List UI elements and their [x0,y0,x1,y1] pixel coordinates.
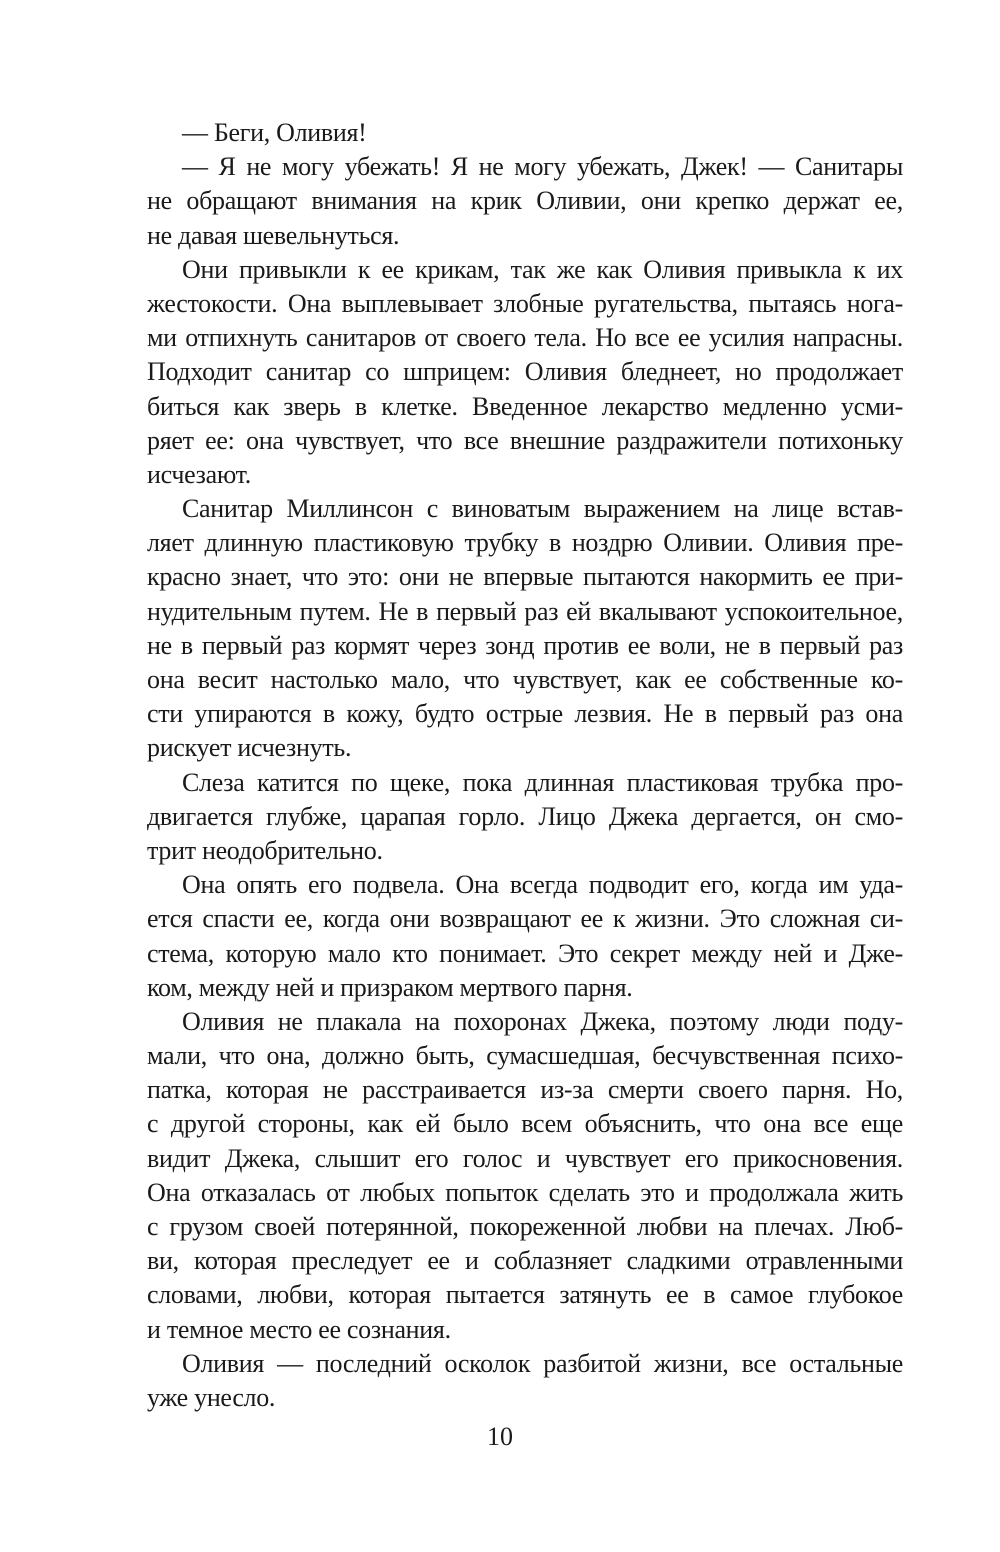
book-page-text [147,116,903,1415]
paragraph [147,868,903,1005]
text-line: биться как зверь в клетке. Введенное лекарство медленно усми- [147,391,903,421]
text-line: не в первый раз кормят через зонд против ее воли, не в первый раз [147,630,903,660]
text-line: Подходит санитар со шприцем: Оливия бледнеет, но продолжает [147,357,903,387]
text-line: Она опять его подвела. Она всегда подводит его, когда им уда- [182,870,903,900]
text-line: она весит настолько мало, что чувствует, как ее собственные ко- [147,665,903,694]
text-line: Они привыкли к ее крикам, так же как Оливия привыкла к их [182,254,903,284]
text-line: видит Джека, слышит его голос и чувствует его прикосновения. [147,1143,903,1173]
text-line: с грузом своей потерянной, покореженной любви на плечах. Люб- [147,1212,903,1241]
text-line: рискует исчезнуть. [147,733,352,763]
text-line: и темное место ее сознания. [147,1314,451,1344]
text-line: двигается глубже, царапая горло. Лицо Джека дергается, он смо- [147,801,903,831]
text-line: ми отпихнуть санитаров от своего тела. Но все ее усилия напрасны. [147,323,903,353]
text-line: с другой стороны, как ей было всем объяснить, что она все еще [147,1109,903,1139]
text-line: уже унесло. [147,1382,276,1412]
text-line: сти упираются в кожу, будто острые лезвия. Не в первый раз она [147,699,903,729]
text-line: красно знает, что это: они не впервые пытаются накормить ее при- [147,562,903,592]
text-line: патка, которая не расстраивается из-за смерти своего парня. Но, [147,1075,903,1105]
paragraph [147,1347,903,1415]
text-line: жестокости. Она выплевывает злобные ругательства, пытаясь нога- [147,288,903,318]
text-line: ряет ее: она чувствует, что все внешние раздражители потихоньку [147,425,903,455]
text-line: Оливия — последний осколок разбитой жизни, все остальные [182,1348,903,1378]
text-line: ется спасти ее, когда они возвращают ее к жизни. Это сложная си- [147,904,903,934]
text-line: Она отказалась от любых попыток сделать это и продолжала жить [147,1177,903,1207]
text-line: ком, между ней и призраком мертвого парня. [147,972,633,1002]
text-line: — Я не могу убежать! Я не могу убежать, Джек! — Санитары [182,152,903,182]
paragraph [147,253,903,492]
text-line: нудительным путем. Не в первый раз ей вкалывают успокоительное, [147,596,903,626]
page-number: 10 [487,1422,513,1451]
text-line: стема, которую мало кто понимает. Это секрет между ней и Дже- [147,938,903,968]
text-line: словами, любви, которая пытается затянуть ее в самое глубокое [147,1280,903,1310]
text-line: ви, которая преследует ее и соблазняет сладкими отравленными [147,1246,903,1276]
text-line: Оливия не плакала на похоронах Джека, поэтому люди поду- [182,1006,903,1036]
text-line: ляет длинную пластиковую трубку в ноздрю Оливии. Оливия пре- [147,528,903,558]
paragraph [147,766,903,869]
text-line: не обращают внимания на крик Оливии, они крепко держат ее, [147,186,903,216]
paragraph [147,1005,903,1347]
text-line: не давая шевельнуться. [147,220,400,250]
text-line: — Беги, Оливия! [182,118,367,147]
text-line: Слеза катится по щеке, пока длинная пластиковая трубка про- [182,767,903,797]
text-line: Санитар Миллинсон с виноватым выражением на лице встав- [182,494,903,524]
paragraph [147,492,903,766]
paragraph [147,116,903,150]
text-line: исчезают. [147,459,251,489]
text-line: мали, что она, должно быть, сумасшедшая, бесчувственная психо- [147,1041,903,1071]
text-line: трит неодобрительно. [147,835,383,865]
paragraph [147,150,903,253]
